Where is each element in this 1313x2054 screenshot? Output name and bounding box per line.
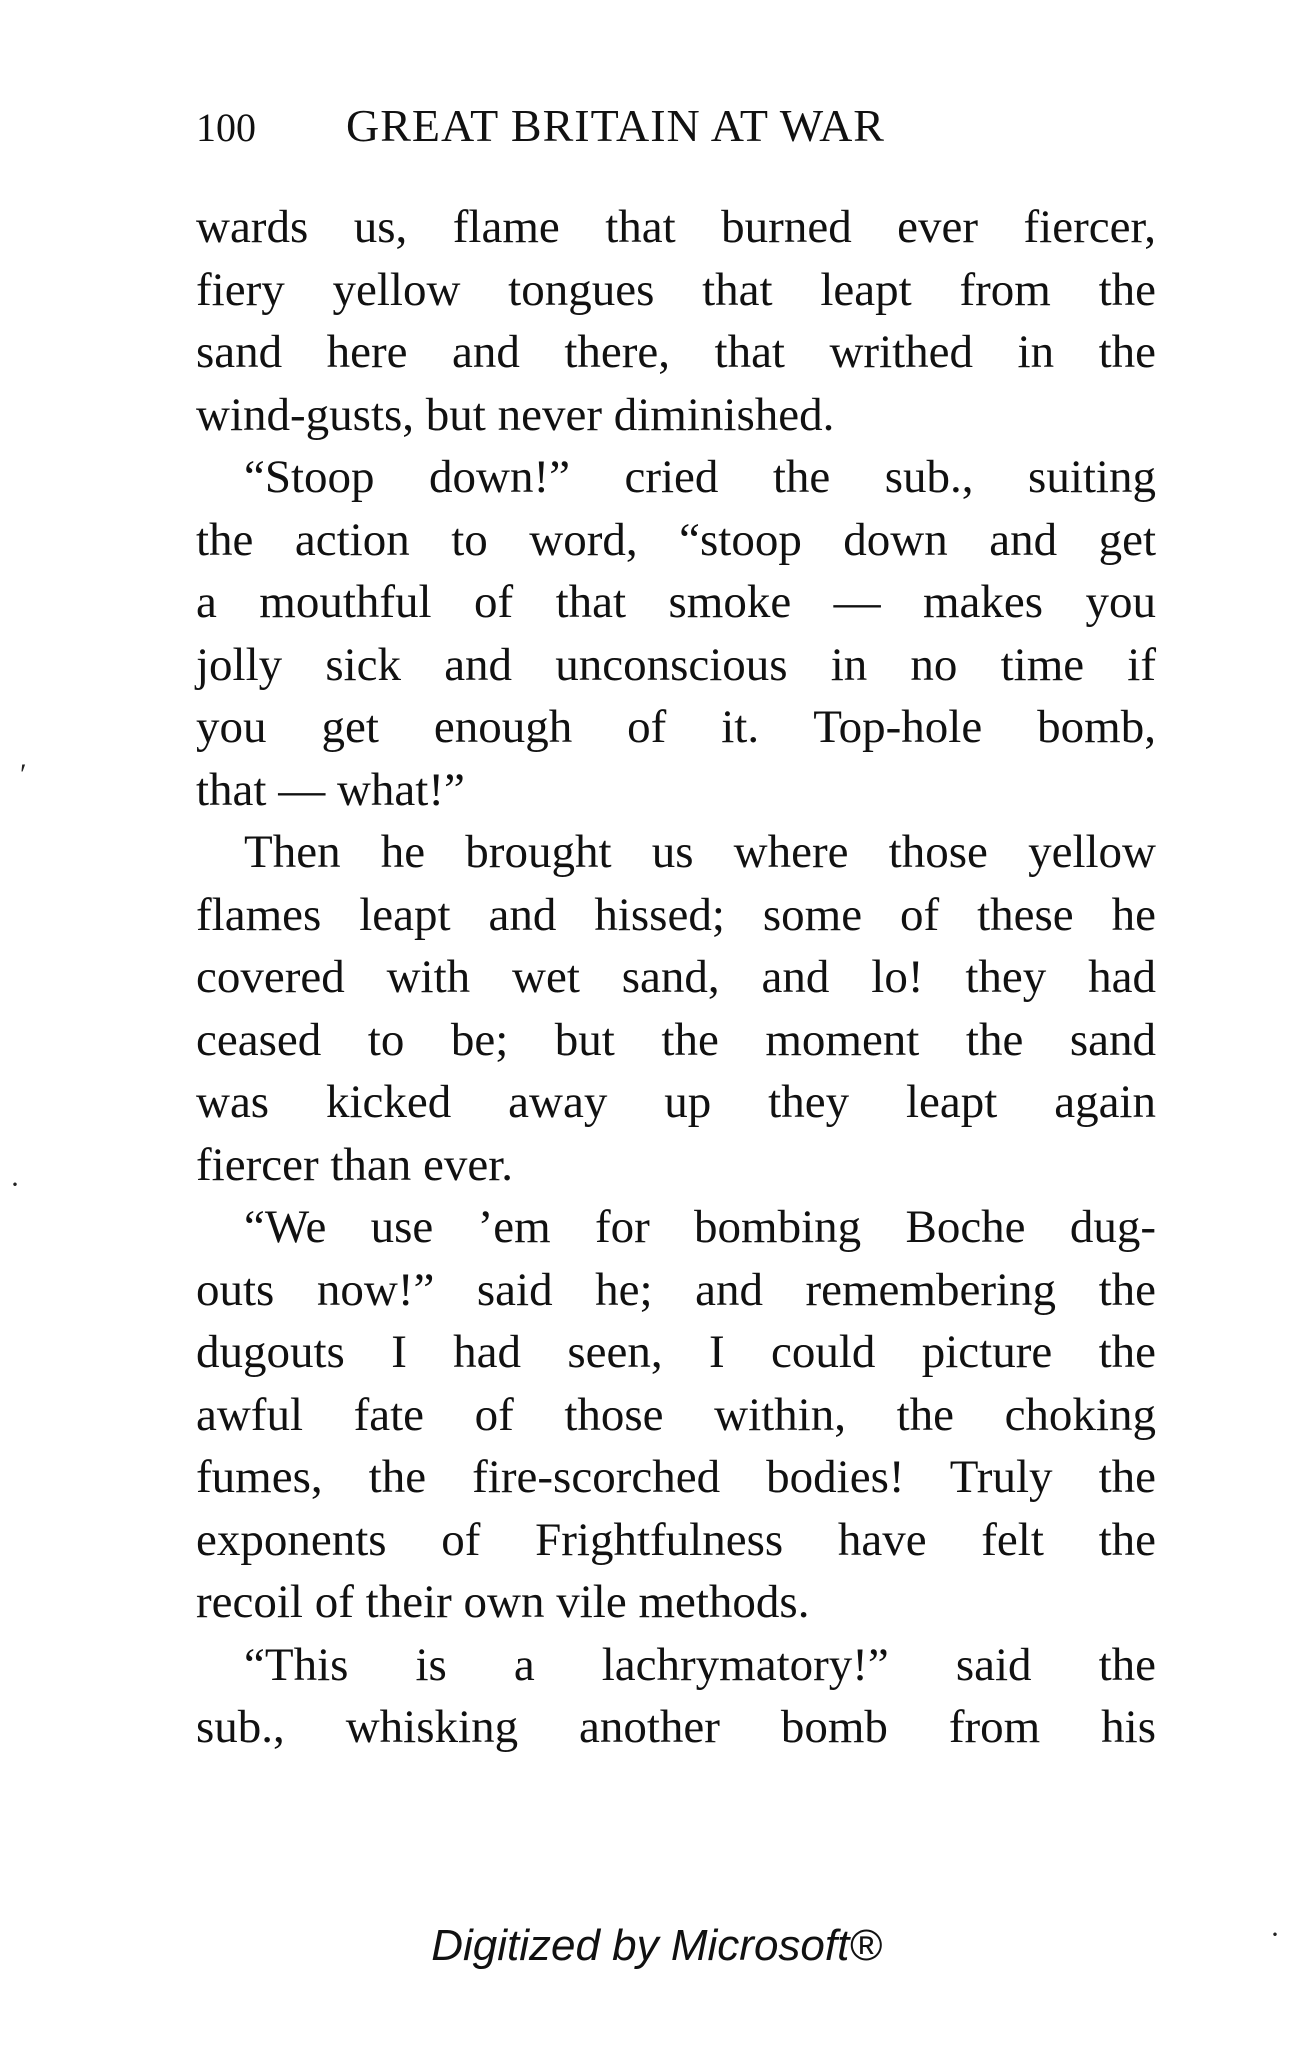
text-line: a mouthful of that smoke — makes you xyxy=(196,576,1156,628)
text-line: recoil of their own vile methods. xyxy=(196,1576,810,1628)
text-line: fumes, the fire-scorched bodies! Truly the xyxy=(196,1451,1156,1503)
text-line: you get enough of it. Top-hole bomb, xyxy=(196,701,1156,753)
text-line: dugouts I had seen, I could picture the xyxy=(196,1326,1156,1378)
text-line: wind-gusts, but never diminished. xyxy=(196,388,835,441)
text-line: fiercer than ever. xyxy=(196,1138,514,1191)
digitization-watermark: Digitized by Microsoft® xyxy=(431,1921,882,1970)
text-line: “Stoop down!” cried the sub., suiting xyxy=(244,451,1156,503)
text-line: covered with wet sand, and lo! they had xyxy=(196,951,1156,1003)
text-line: the action to word, “stoop down and get xyxy=(196,513,1156,566)
text-line: awful fate of those within, the choking xyxy=(196,1388,1156,1441)
text-line: jolly sick and unconscious in no time if xyxy=(196,638,1156,691)
text-line: Then he brought us where those yellow xyxy=(244,826,1156,878)
scan-speck: · xyxy=(1270,1918,1280,1951)
text-line: outs now!” said he; and remembering the xyxy=(196,1263,1156,1316)
scan-speck: · xyxy=(10,1168,20,1201)
text-line: ceased to be; but the moment the sand xyxy=(196,1013,1156,1066)
page-number: 100 xyxy=(196,105,256,150)
text-line: “This is a lachrymatory!” said the xyxy=(244,1638,1156,1691)
text-line: exponents of Frightfulness have felt the xyxy=(196,1513,1156,1566)
text-line: sand here and there, that writhed in the xyxy=(196,326,1156,378)
text-line: fiery yellow tongues that leapt from the xyxy=(196,263,1156,316)
running-head xyxy=(196,96,1156,156)
body-text xyxy=(196,196,1156,1759)
text-line: flames leapt and hissed; some of these he xyxy=(196,888,1156,941)
text-line: “We use ’em for bombing Boche dug- xyxy=(244,1201,1156,1253)
text-line: that — what!” xyxy=(196,763,465,816)
text-line: was kicked away up they leapt again xyxy=(196,1076,1156,1128)
text-line: wards us, flame that burned ever fiercer, xyxy=(196,201,1156,253)
scan-speck: ʹ xyxy=(20,758,27,791)
text-line: sub., whisking another bomb from his xyxy=(196,1701,1156,1753)
running-title: GREAT BRITAIN AT WAR xyxy=(346,100,885,151)
